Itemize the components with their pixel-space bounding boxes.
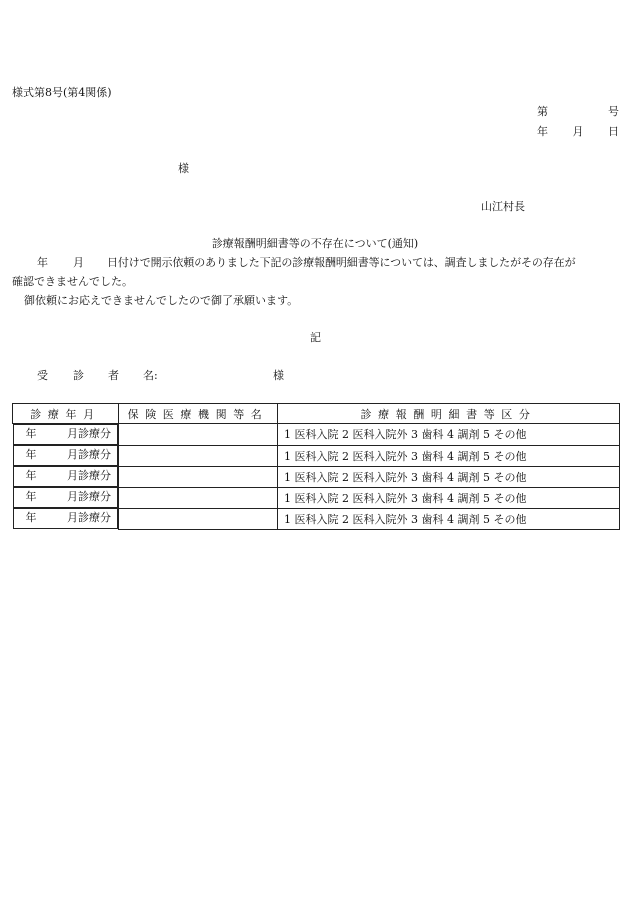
institution-cell[interactable] <box>119 508 278 529</box>
date-year: 年 <box>537 125 548 138</box>
institution-cell[interactable] <box>119 466 278 487</box>
category-cell: 1 医科入院 2 医科入院外 3 歯科 4 調剤 5 その他 <box>278 424 620 446</box>
header-institution: 保険医療機関等名 <box>119 404 278 424</box>
institution-cell[interactable] <box>119 445 278 466</box>
patient-honorific: 様 <box>273 369 284 382</box>
ki-marker: 記 <box>310 331 321 344</box>
treatment-month-cell: 年 月診療分 <box>13 487 119 508</box>
recipient-honorific: 様 <box>178 162 189 175</box>
patient-label-2: 診 <box>73 369 84 382</box>
body-line-1: 日付けで開示依頼のありました下記の診療報酬明細書等については、調査しましたがその存在が <box>107 256 576 269</box>
patient-label-1: 受 <box>37 369 48 382</box>
patient-label-4: 名: <box>143 369 158 382</box>
claims-table <box>12 403 620 530</box>
form-number: 様式第8号(第4関係) <box>12 86 112 99</box>
table-row <box>13 466 620 487</box>
table-row <box>13 487 620 508</box>
body-year: 年 <box>37 256 48 269</box>
header-treatment-month: 診療年月 <box>13 404 119 424</box>
body-line-2: 確認できませんでした。 <box>12 275 133 288</box>
body-month: 月 <box>73 256 84 269</box>
treatment-month-cell: 年 月診療分 <box>13 445 119 466</box>
institution-cell[interactable] <box>119 487 278 508</box>
ref-suffix: 号 <box>608 105 619 118</box>
table-row <box>13 424 620 446</box>
table-header-row <box>13 404 620 424</box>
ref-prefix: 第 <box>537 105 548 118</box>
body-line-3: 御依頼にお応えできませんでしたので御了承願います。 <box>24 294 299 307</box>
header-category: 診療報酬明細書等区分 <box>278 404 620 424</box>
institution-cell[interactable] <box>119 424 278 446</box>
date-day: 日 <box>608 125 619 138</box>
category-cell: 1 医科入院 2 医科入院外 3 歯科 4 調剤 5 その他 <box>278 508 620 529</box>
patient-label-3: 者 <box>108 369 119 382</box>
document-title: 診療報酬明細書等の不存在について(通知) <box>211 237 419 250</box>
treatment-month-cell: 年 月診療分 <box>13 508 119 529</box>
category-cell: 1 医科入院 2 医科入院外 3 歯科 4 調剤 5 その他 <box>278 487 620 508</box>
treatment-month-cell: 年 月診療分 <box>13 424 119 445</box>
treatment-month-cell: 年 月診療分 <box>13 466 119 487</box>
category-cell: 1 医科入院 2 医科入院外 3 歯科 4 調剤 5 その他 <box>278 466 620 487</box>
sender-name: 山江村長 <box>481 200 525 213</box>
date-month: 月 <box>572 125 584 138</box>
category-cell: 1 医科入院 2 医科入院外 3 歯科 4 調剤 5 その他 <box>278 445 620 466</box>
table-row <box>13 445 620 466</box>
table-row <box>13 508 620 529</box>
reference-number <box>537 106 619 117</box>
issue-date <box>537 126 619 137</box>
